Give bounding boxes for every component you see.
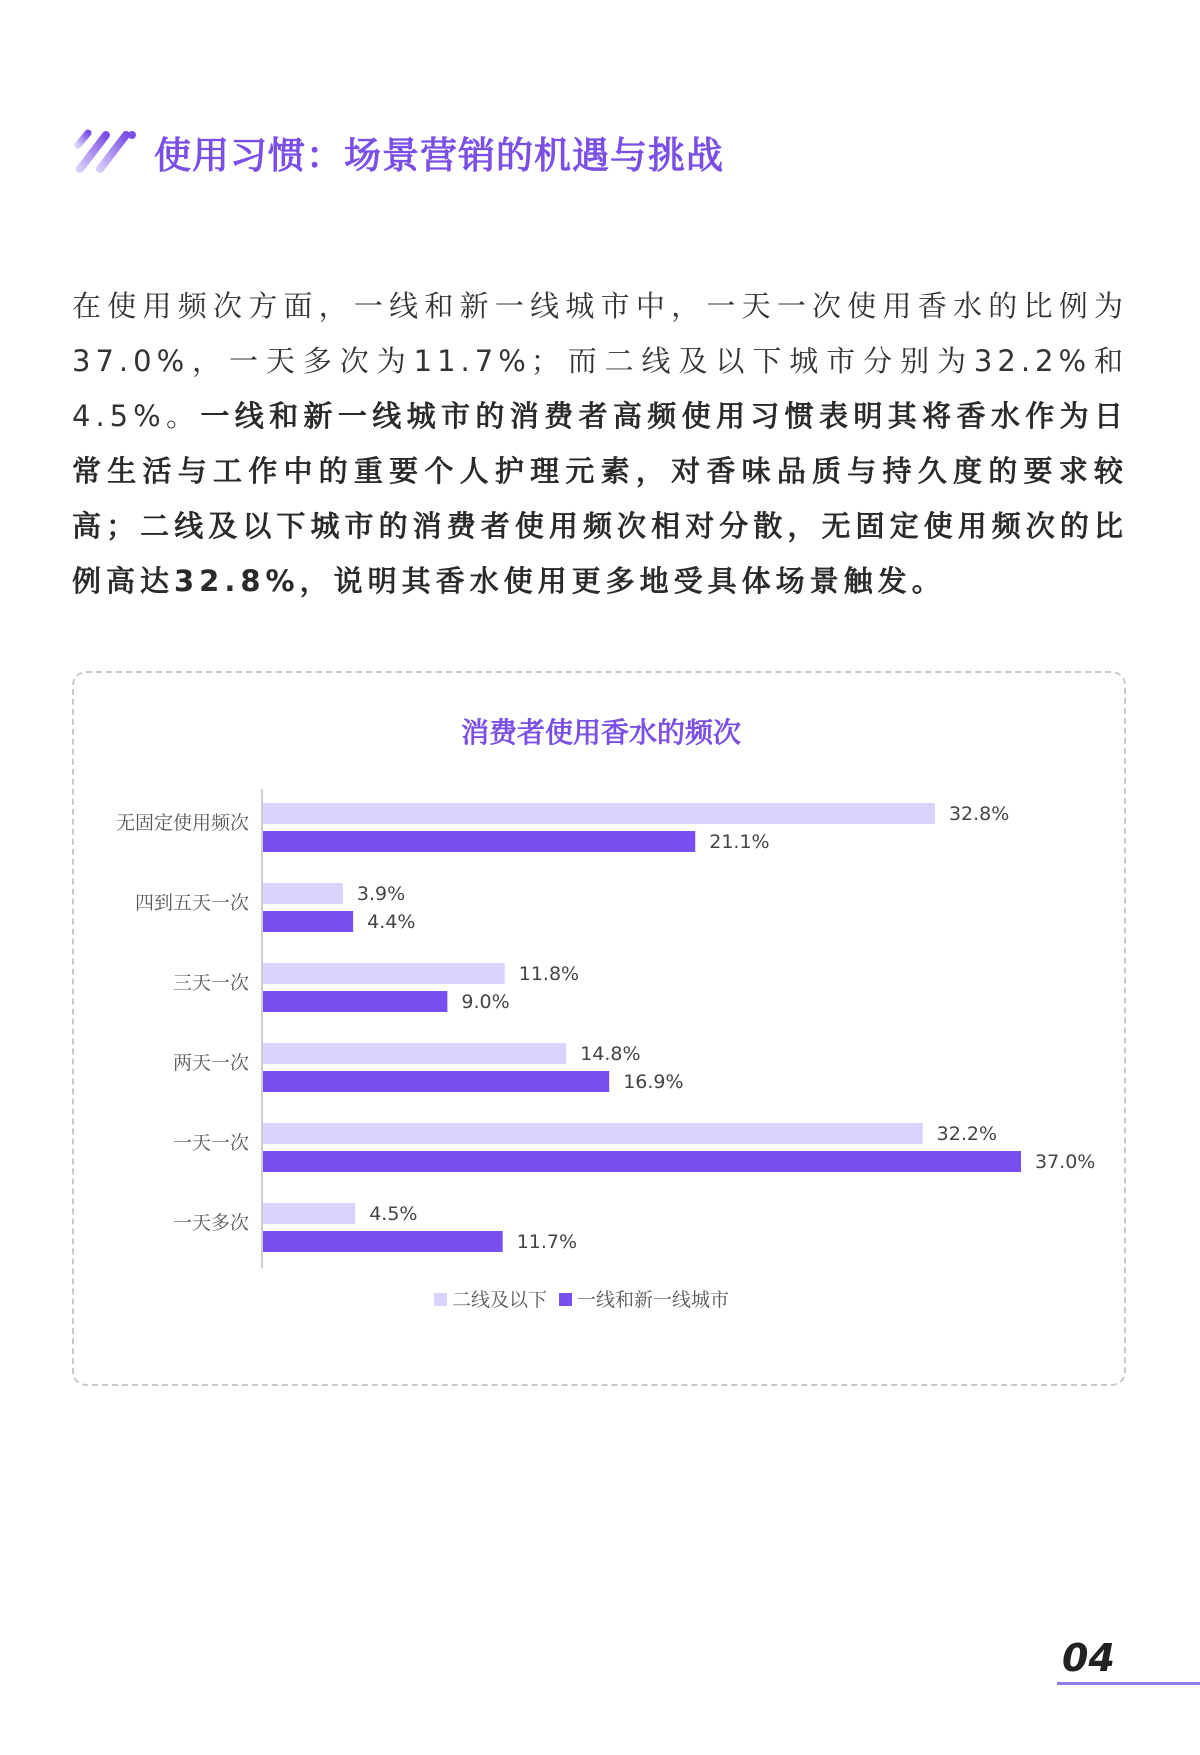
- bar: [263, 1123, 923, 1144]
- value-label: 11.8%: [518, 963, 580, 985]
- bar: [263, 1231, 503, 1252]
- bar: [263, 831, 695, 852]
- value-label: 11.7%: [516, 1231, 578, 1253]
- category-label: 一天多次: [172, 1212, 249, 1234]
- category-label: 两天一次: [172, 1052, 249, 1074]
- page-number: 04: [1062, 1636, 1115, 1680]
- category-label: 四到五天一次: [134, 892, 249, 914]
- bar: [263, 963, 505, 984]
- bar: [263, 911, 353, 932]
- bar-chart: [74, 673, 1124, 1384]
- legend-label: 二线及以下: [452, 1289, 548, 1311]
- value-label: 9.0%: [461, 991, 510, 1013]
- slash-stripes-icon: [72, 127, 138, 177]
- body-text-emphasis: 一线和新一线城市的消费者高频使用习惯表明其将香水作为日常生活与工作中的重要个人护理元素，对香味品质与持久度的要求较高；二线及以下城市的消费者使用频次相对分散，无固定使用频次的比例高达32.8%，说明其香水使用更多地受具体场景触发。: [72, 399, 1128, 598]
- value-label: 4.5%: [369, 1203, 418, 1225]
- value-label: 4.4%: [367, 911, 416, 933]
- bar: [263, 1151, 1021, 1172]
- body-text-normal: 在使用频次方面，一线和新一线城市中，一天一次使用香水的比例为37.0%，一天多次为11.7%；而二线及以下城市分别为32.2%和4.5%。: [72, 289, 1128, 433]
- value-label: 37.0%: [1035, 1151, 1096, 1173]
- legend-swatch: [559, 1293, 572, 1306]
- bar: [263, 883, 343, 904]
- value-label: 32.8%: [948, 803, 1010, 825]
- value-label: 21.1%: [709, 831, 770, 853]
- category-label: 三天一次: [172, 972, 249, 994]
- chart-title: 消费者使用香水的频次: [460, 716, 741, 749]
- bar: [263, 803, 935, 824]
- body-paragraph: [72, 279, 1128, 609]
- bar: [263, 1071, 609, 1092]
- legend-label: 一线和新一线城市: [577, 1289, 730, 1311]
- value-label: 16.9%: [623, 1071, 684, 1093]
- page-title: 使用习惯：场景营销的机遇与挑战: [154, 134, 724, 177]
- legend-swatch: [434, 1293, 447, 1306]
- section-heading: [72, 120, 724, 184]
- category-label: 无固定使用频次: [115, 812, 249, 834]
- bar: [263, 991, 447, 1012]
- value-label: 14.8%: [580, 1043, 641, 1065]
- value-label: 32.2%: [936, 1123, 998, 1145]
- bar: [263, 1043, 566, 1064]
- value-label: 3.9%: [356, 883, 406, 905]
- page-number-rule: [1057, 1682, 1200, 1685]
- bar: [263, 1203, 355, 1224]
- category-label: 一天一次: [172, 1132, 249, 1154]
- chart-container: [72, 671, 1126, 1386]
